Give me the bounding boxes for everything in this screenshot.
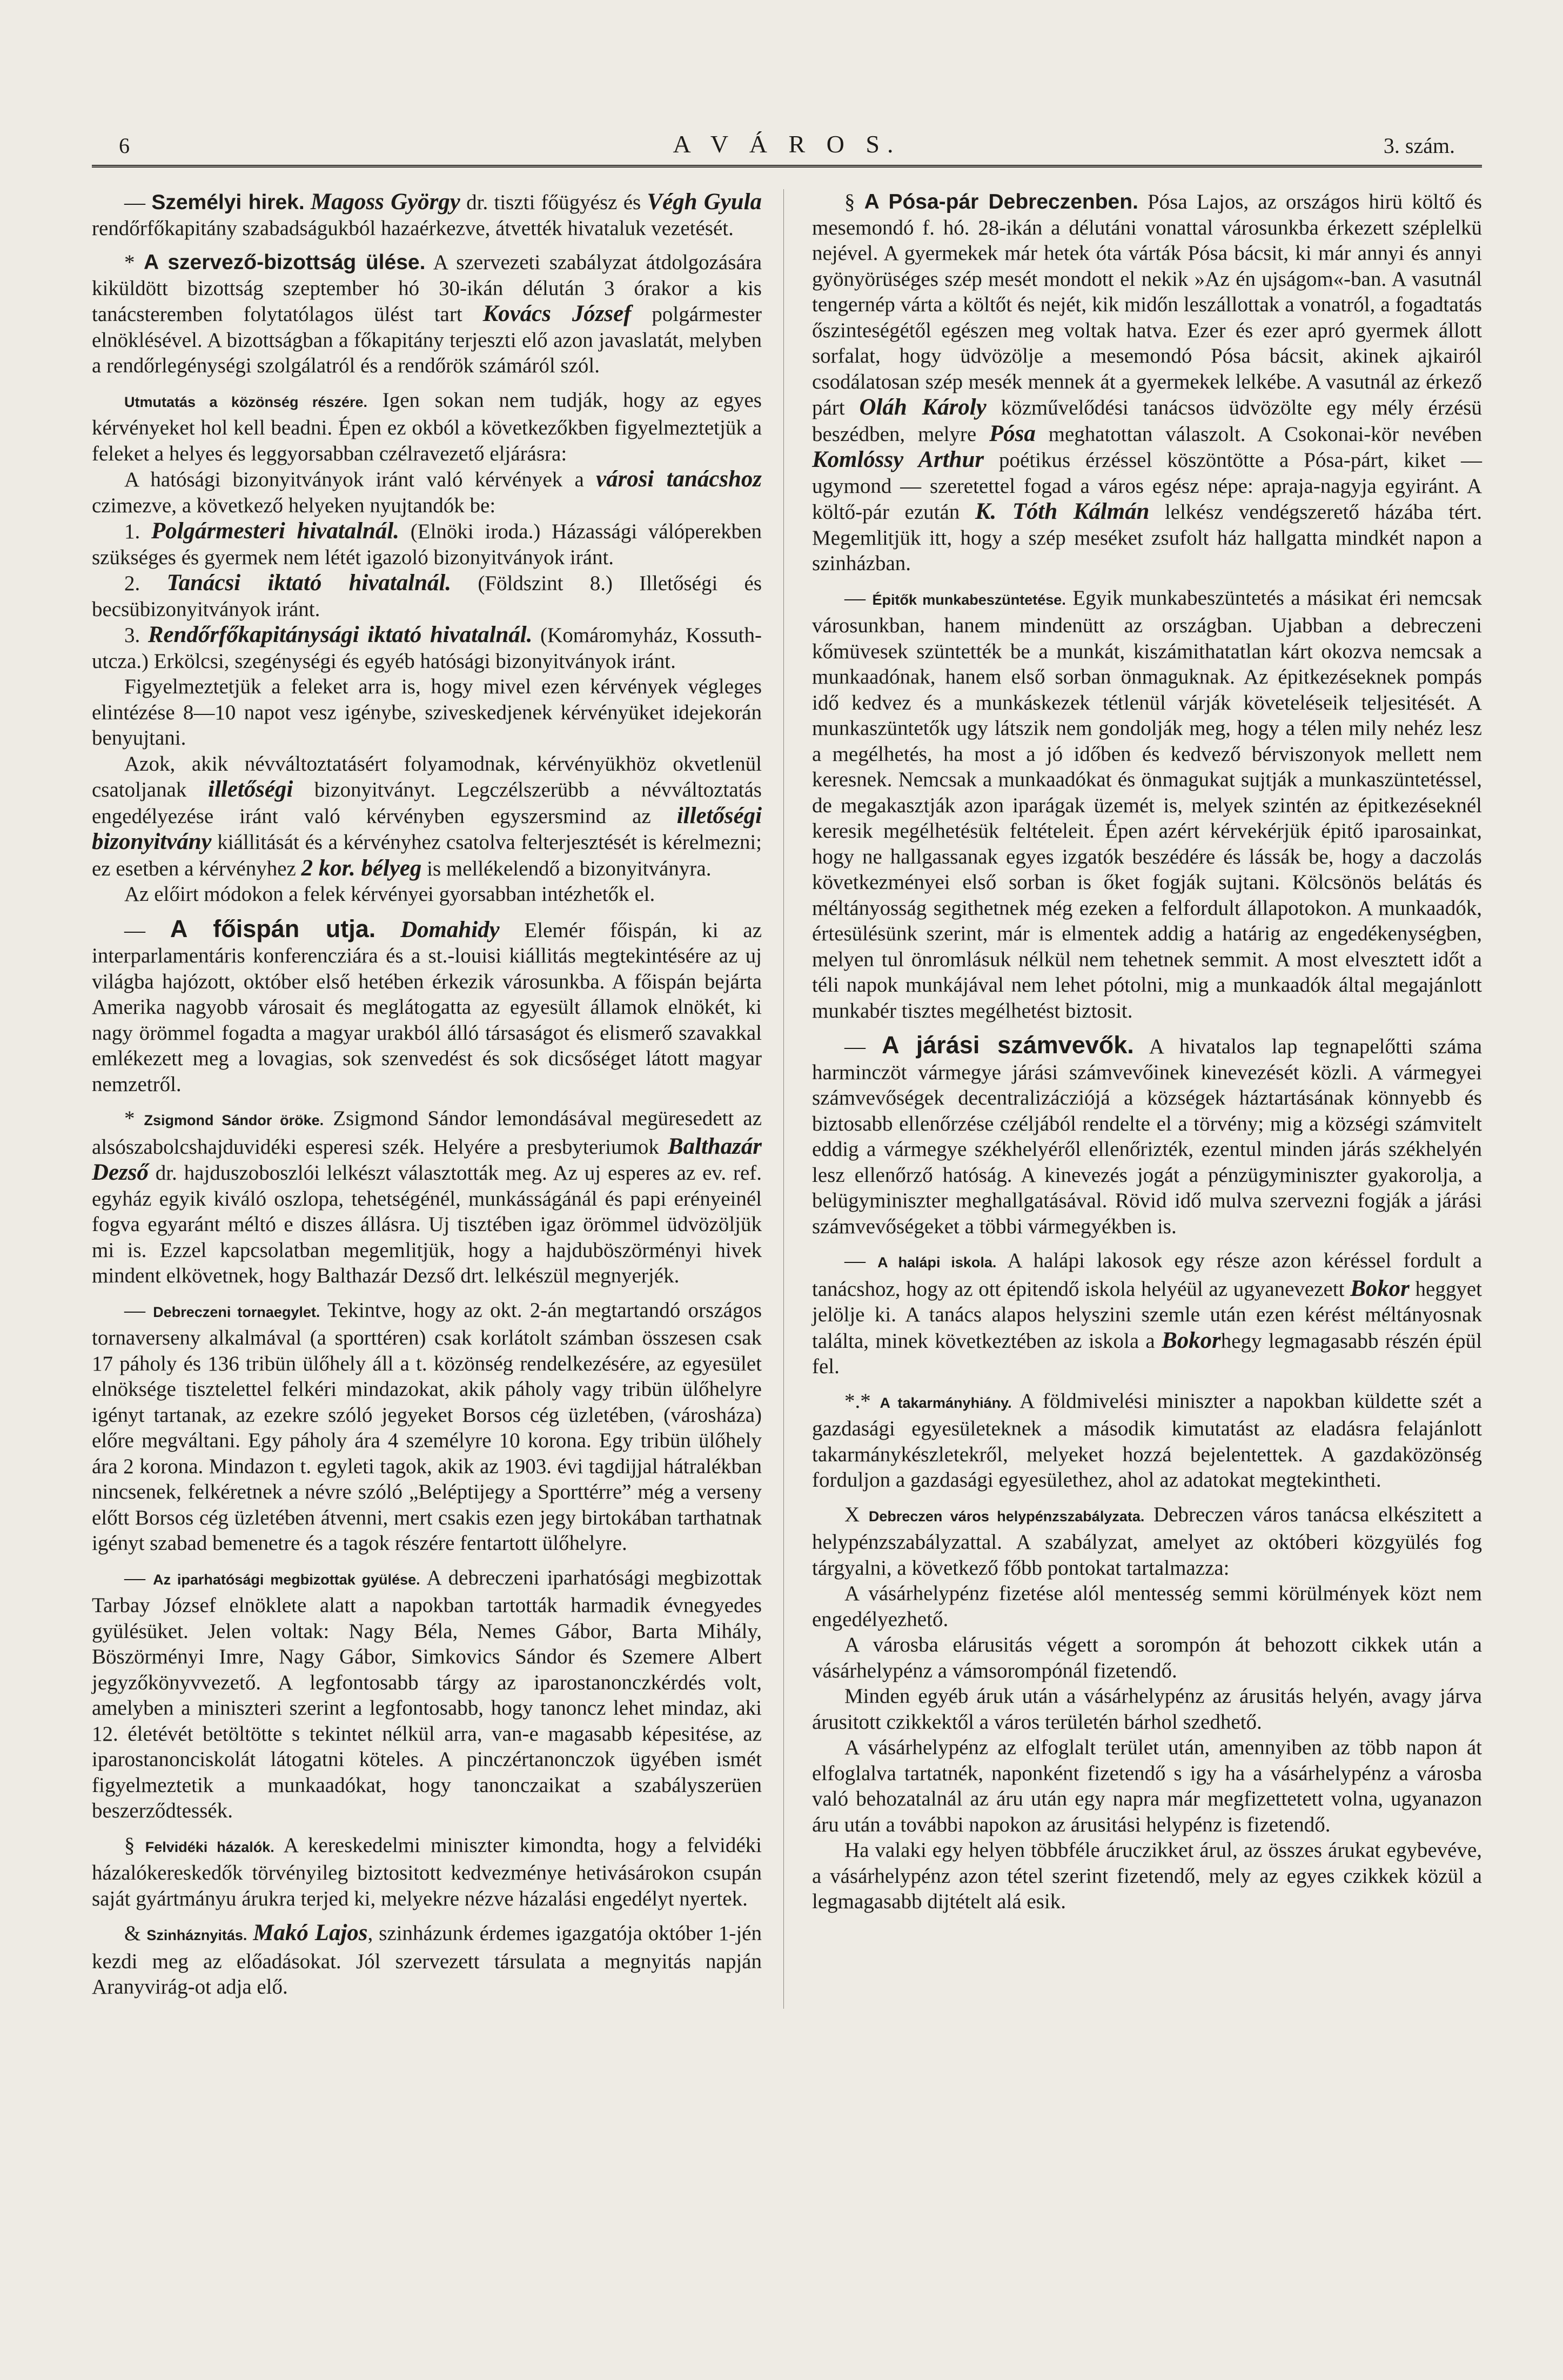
text-run: *.*	[844, 1389, 880, 1413]
text-run: Igen sokan nem tudják, hogy az egyes kérvényeket hol kell beadni. Épen ez okból a következőkben figyelmeztetjük a feleket a helyes és leggyorsabban czélravezető eljárásra:	[92, 388, 762, 465]
text-run: A kereskedelmi miniszter kimondta, hogy a felvidéki házalókereskedők törvényileg biztositott kedvezménye hetivásárokon csupán saját gyártmányu árukra terjed ki, melyekre nézve házalási engedélyt nyertek.	[92, 1833, 762, 1910]
article	[812, 1032, 1482, 1239]
emphasized-name: Tanácsi iktató hivatalnál.	[166, 570, 452, 596]
emphasized-name: Végh Gyula	[647, 189, 762, 215]
left-column	[92, 189, 784, 2009]
text-run: *	[124, 251, 144, 274]
newspaper-title: A V Á R O S.	[673, 130, 901, 158]
article-paragraph	[92, 1833, 762, 1912]
article	[92, 1298, 762, 1556]
text-run: poétikus érzéssel köszöntötte a Pósa-párt, kiket — ugymond — szeretettel fogad a város egész népe: apraja-nagyja egyiránt. A költő-pár ezután	[812, 449, 1482, 524]
text-run: dr. hajduszoboszlói lelkészt választották meg. Az uj esperes az ev. ref. egyház egyik kiváló oszlopa, tehetségénél, munkásságánál és papi erényeinél fogva egyaránt méltó e diszes állásra. Uj tisztében igaz örömmel üdvözöljük mi is. Ezzel kapcsolatban megemlitjük, hogy a hajduböszörményi hivek mindent elkövetnek, hogy Balthazár Dezső drt. lelkészül megnyerjék.	[92, 1161, 762, 1287]
article	[92, 189, 762, 241]
article-paragraph	[92, 518, 762, 570]
article-paragraph	[92, 1106, 762, 1289]
text-run: lelkész vendégszerető házába tért. Megemlitjük itt, hogy a szép meséket zsufolt ház hallgatta mindkét napon a szinházban.	[812, 500, 1482, 575]
text-run: Elemér főispán, ki az interparlamentáris konferencziára és a st.-louisi kiállitás megtekintésére az uj világba hajózott, október első hetében érkezik városunkba. A főispán bejárta Amerika nagyobb városait és meglátogatta az egyesült államok elnökét, ki nagy örömmel fogadta a magyar urakból álló társaságot és elismerő szavakkal emlékezett meg a lovagias, sok szenvedést és sok dicsőséget látott magyar nemzetről.	[92, 918, 762, 1096]
text-run: §	[124, 1833, 145, 1857]
article-paragraph	[812, 189, 1482, 577]
text-run: —	[124, 918, 170, 942]
emphasized-name: Makó Lajos	[253, 1920, 368, 1946]
emphasized-name: Domahidy	[400, 917, 500, 942]
article-paragraph	[812, 1683, 1482, 1735]
article	[812, 1388, 1482, 1493]
article-paragraph	[92, 622, 762, 674]
text-run: polgármester elnöklésével. A bizottságban a főkapitány terjeszti elő azon javaslatát, melyben a rendőrlegénységi szolgálatról és a rendőrök számáról szól.	[92, 303, 762, 377]
article-heading: Utmutatás a közönség részére.	[124, 393, 367, 410]
text-run: (Elnöki iroda.) Házassági válóperekben szükséges és gyermek nem létét igazoló bizonyitványok iránt.	[92, 520, 762, 569]
text-run: Ha valaki egy helyen többféle áruczikket árul, az összes árukat egybevéve, a vásárhelypénz azon tétel szerint fizetendő, mely az egyes czikkek közül a legmagasabb dijtételt alá esik.	[812, 1839, 1482, 1913]
text-run: A városba elárusitás végett a sorompón át behozott cikkek után a vásárhelypénz a vámsorompónál fizetendő.	[812, 1633, 1482, 1682]
article-heading: A halápi iskola.	[877, 1254, 997, 1271]
article	[812, 1248, 1482, 1380]
text-run: A debreczeni iparhatósági megbizottak Tarbay József elnöklete alatt a napokban tartották harmadik évnegyedes gyülésüket. Jelen voltak: Nagy Béla, Nemes Gábor, Barta Mihály, Böszörményi Imre, Nagy Gábor, Simkovics Sándor és Szemere Albert jegyzőkönyvvezető. A legfontosabb tárgy az iparostanonczkérdés volt, amelyben a miniszteri szerint a legfontosabb, hogy tanoncz lehet mindaz, aki 12. életévét betöltötte s tekintet nélkül arra, van-e magasabb képesitése, az iparostanonciskolát látogatni köteles. A pinczértanonczok ügyében ismét figyelmeztetik a munkaadókat, hogy tanonczaikat a szabályszerüen beszerződtessék.	[92, 1566, 762, 1822]
text-run: hegy legmagasabb részén épül fel.	[812, 1329, 1482, 1378]
text-run: kiállitását és a kérvényhez csatolva felterjesztését is kérelmezni; ez esetben a kérvényhez	[92, 831, 762, 880]
article	[812, 189, 1482, 577]
text-run	[247, 1922, 253, 1945]
article	[92, 1920, 762, 2000]
article-paragraph	[812, 1388, 1482, 1493]
article-paragraph	[812, 1502, 1482, 1581]
text-run: —	[124, 1566, 153, 1589]
text-run: —	[844, 1249, 878, 1272]
article-paragraph	[812, 1248, 1482, 1380]
text-run: Minden egyéb áruk után a vásárhelypénz az árusitás helyén, avagy járva árusitott czikkektől a város területén bárhol szedhető.	[812, 1684, 1482, 1734]
text-run: Egyik munkabeszüntetés a másikat éri nemcsak városunkban, hanem mindenütt az országban. Ujabban a debreczeni kőmüvesek szüntették be a munkát, kiszámithatatlan kárt okozva nemcsak a munkaadónak, hanem első sorban önmaguknak. Az épitkezéseknek pompás idő kedvez és a munkáskezek tétlenül várják követeléseik teljesitését. A munkaszüntetők ugy látszik nem gondolják meg, hogy a télen mily nehéz lesz a megélhetés, ha most a jó időben és kedvező bérviszonyok mellett nem keresnek. Nemcsak a munkaadókat és önmagukat sujtják a munkaszüntetéssel, de megakasztják azon iparágak üzemét is, melyek szintén az épitkezéseknél keresik megélhetésük feltételeit. Épen azért kérvekérjük épitő iparosainkat, hogy ne hallgassanak egyes izgatók beszédére és lássák be, hogy a daczolás következményei első sorban is őket fogják sujtani. Kölcsönös belátás és méltányosság segithetnek még ezeken a felfordult állapotokon. A munkaadók, értesülésünk szerint, már is elmentek addig a határig az engedékenységben, melyen tul önromlásuk nélkül nem tehetnek semmit. A most elvesztett időt a téli napok munkájával nem lehet pótolni, mig a munkaadók által megajánlott munkabér tisztes megélhetést biztosit.	[812, 586, 1482, 1022]
article-paragraph	[812, 1735, 1482, 1837]
text-run: , szinházunk érdemes igazgatója október 1-jén kezdi meg az előadásokat. Jól szervezett társulata a megnyitás napján Aranyvirág-ot adja elő.	[92, 1922, 762, 1998]
text-run: meghatottan válaszolt. A Csokonai-kör nevében	[1035, 422, 1482, 446]
text-run: A hivatalos lap tegnapelőtti száma harminczöt vármegye járási számvevőinek kinevezését közli. A vármegyei számvevőségek decentralizácziójá a községek háztartásának könnyebb és biztosabb ellenőrzése czéljából rendelte el a törvény; mig a községi számvitelt eddig a vármegye székhelyéről ellenőrizték, ezentul minden járás székhelyén lesz ellenőrző hatóság. A kinevezés jogát a pénzügyminiszter gyakorolja, a belügyminiszter meghallgatásával. Rövid idő mulva szervezni fogják a járási számvevőségeket a többi vármegyékben is.	[812, 1035, 1482, 1238]
issue-number: 3. szám.	[1383, 133, 1455, 158]
article	[92, 1106, 762, 1289]
text-run: A földmivelési miniszter a napokban küldette szét a gazdasági egyesületeknek a második kimutatást az eladásra felajánlott takarmánykészletekről, melyeket hozzá bejelentettek. A gazdaközönség forduljon a gazdasági egyesülethez, ahol az adatokat megtekintheti.	[812, 1389, 1482, 1492]
article-heading: Zsigmond Sándor öröke.	[144, 1112, 324, 1128]
article	[92, 250, 762, 379]
text-run: bizonyitványt. Legczélszerübb a névváltoztatás engedélyezése iránt való kérvényben egyszersmind az	[92, 778, 762, 828]
article-paragraph	[92, 250, 762, 379]
text-run: —	[844, 586, 873, 610]
article-paragraph	[812, 1032, 1482, 1239]
emphasized-name: Pósa	[989, 420, 1036, 446]
emphasized-name: Komlóssy Arthur	[812, 447, 984, 472]
article-heading: Felvidéki házalók.	[145, 1839, 274, 1855]
article	[92, 1565, 762, 1824]
emphasized-name: Balthazár Dezső	[92, 1133, 762, 1185]
emphasized-name: 2 kor. bélyeg	[301, 855, 422, 881]
text-run: Az előirt módokon a felek kérvényei gyorsabban intézhetők el.	[124, 883, 655, 906]
text-run: *	[124, 1107, 144, 1130]
text-run: Pósa Lajos, az országos hirü költő és mesemondó f. hó. 28-ikán a délutáni vonattal városunkba érkezett széplelkü nejével. A gyermekek már hetek óta várták Pósa bácsit, ki már annyi és annyi gyönyörüséges szép mesét mondott el nekik »Az én ujságom«-ban. A vasutnál tengernép várta a költőt és nejét, kik midőn leszállottak a vonatról, a fogadtatás őszinteségétől egészen meg voltak hatva. Ezer és ezer apró gyermek állott sorfalat, hogy üdvözölje a mesemondó Pósa bácsit, akinek ajkairól csodálatosan szép mesék mennek át a gyermekek lelkébe. A vasutnál az érkező párt	[812, 190, 1482, 419]
right-column	[812, 189, 1482, 2009]
article-paragraph	[812, 1581, 1482, 1632]
text-run: Debreczen város tanácsa elkészitett a helypénzszabályzattal. A szabályzat, amelyet az októberi közgyülés fog tárgyalni, a következő főbb pontokat tartalmazza:	[812, 1502, 1482, 1580]
article-paragraph	[812, 585, 1482, 1024]
text-run: rendőrfőkapitány szabadságukból hazaérkezve, átvették hivataluk vezetését.	[92, 216, 734, 240]
article-heading: Személyi hirek.	[151, 191, 305, 214]
text-run: X	[844, 1502, 869, 1526]
article-paragraph	[92, 751, 762, 882]
text-run: 2.	[124, 572, 167, 595]
emphasized-name: városi tanácshoz	[596, 466, 762, 492]
text-run: —	[844, 1035, 882, 1058]
emphasized-name: Bokor	[1350, 1275, 1410, 1301]
text-run: (Földszint 8.) Illetőségi és becsübizonyitványok iránt.	[92, 572, 762, 621]
article-paragraph	[92, 570, 762, 622]
article-paragraph	[812, 1837, 1482, 1915]
text-run: Tekintve, hogy az okt. 2-án megtartandó országos tornaverseny alkalmával (a sporttéren) csak korlátolt számban összesen csak 17 páholy és 136 tribün ülőhely áll a t. közönség rendelkezésére, az egyesület elnöksége tisztelettel felkéri mindazokat, akik páholy vagy tribün ülőhelyre igényt tartanak, az ezekre szóló jegyeket Borsos cég üzletében, (városháza) előre megváltani. Egy páholy ára 4 személyre 10 korona. Egy tribün ülőhely ára 2 korona. Mindazon t. egyleti tagok, akik az 1903. évi tagdijjal hátralékban nincsenek, felkéretnek a névre szóló „Beléptijegy a Sporttérre” még a verseny előtt Borsos cég üzletében átvenni, mert csakis ezen jegy birtokában tarthatnak igényt szabad bemenetre és a tagok részére fentartott ülőhelyre.	[92, 1298, 762, 1555]
text-run: dr. tiszti főügyész és	[460, 191, 647, 214]
emphasized-name: Oláh Károly	[859, 395, 987, 420]
article-heading: A szervező-bizottság ülése.	[144, 251, 426, 274]
article-paragraph	[92, 674, 762, 751]
emphasized-name: Kovács József	[482, 301, 632, 326]
text-run: A vásárhelypénz fizetése alól mentesség semmi körülmények közt nem engedélyezhető.	[812, 1582, 1482, 1631]
text-run: czimezve, a következő helyeken nyujtandók be:	[92, 493, 496, 517]
article-paragraph	[92, 1565, 762, 1824]
text-run: §	[844, 190, 864, 213]
text-run: heggyet jelölje ki. A tanács alapos helyszini szemle után ezen kérést méltányosnak találta, minek következtében az iskola a	[812, 1277, 1482, 1353]
text-run	[375, 919, 400, 942]
emphasized-name: Polgármesteri hivatalnál.	[151, 518, 399, 544]
article-heading: A járási számvevők.	[882, 1031, 1134, 1059]
article-paragraph	[92, 189, 762, 241]
article-paragraph	[92, 916, 762, 1098]
article-columns	[92, 189, 1482, 2009]
text-run: 3.	[124, 624, 148, 647]
emphasized-name: illetőségi	[208, 777, 293, 802]
page-number: 6	[119, 133, 130, 158]
text-run: —	[124, 1298, 153, 1322]
article-paragraph	[92, 387, 762, 467]
article-paragraph	[92, 1920, 762, 2000]
article-paragraph	[92, 1298, 762, 1556]
article-paragraph	[92, 881, 762, 907]
text-run: —	[124, 191, 152, 214]
emphasized-name: Magoss György	[311, 189, 460, 215]
text-run: közművelődési tanácsos üdvözölte egy mély érzésü beszédben, melyre	[812, 396, 1482, 446]
text-run: &	[124, 1922, 147, 1945]
text-run: A szervezeti szabályzat átdolgozására kiküldött bizottság szeptember hó 30-ikán délután 3 órakor a kis tanácsteremben folytatólagos ülést tart	[92, 251, 762, 326]
article-paragraph	[812, 1632, 1482, 1683]
text-run: Azok, akik névváltoztatásért folyamodnak, kérvényükhöz okvetlenül csatoljanak	[92, 752, 762, 801]
article	[812, 1502, 1482, 1915]
emphasized-name: K. Tóth Kálmán	[975, 499, 1150, 524]
article	[92, 387, 762, 907]
text-run: A vásárhelypénz az elfoglalt terület után, amennyiben az több napon át elfoglalva tartatnék, naponként fizetendő s igy ha a vásárhelypénz a városba való behozatalnál az áru után egy napra már megfizettetett volna, ugyanazon áru után a további napokon az árusitási helypénz is fizetendő.	[812, 1736, 1482, 1836]
text-run: A hatósági bizonyitványok iránt való kérvények a	[124, 468, 596, 491]
text-run: (Komáromyház, Kossuth-utcza.) Erkölcsi, szegénységi és egyéb hatósági bizonyitványok iránt.	[92, 624, 762, 673]
text-run: is mellékelendő a bizonyitványra.	[421, 857, 712, 880]
emphasized-name: Rendőrfőkapitánysági iktató hivatalnál.	[147, 622, 533, 647]
article-heading: A takarmányhiány.	[880, 1394, 1012, 1411]
text-run: 1.	[124, 520, 151, 543]
article	[92, 1833, 762, 1912]
article-heading: A Pósa-pár Debreczenben.	[864, 190, 1138, 213]
page-header	[92, 122, 1482, 168]
emphasized-name: illetőségi bizonyitvány	[92, 803, 762, 854]
article-paragraph	[92, 466, 762, 518]
text-run: Figyelmeztetjük a feleket arra is, hogy mivel ezen kérvények végleges elintézése 8—10 napot vesz igénybe, sziveskedjenek kérvényüket idejekorán benyujtani.	[92, 675, 762, 750]
text-run: Zsigmond Sándor lemondásával megüresedett az alsószabolcshajduvidéki esperesi szék. Helyére a presbyteriumok	[92, 1107, 762, 1159]
article-heading: Épitők munkabeszüntetése.	[872, 591, 1066, 608]
article-heading: Debreczen város helypénzszabályzata.	[868, 1508, 1145, 1525]
article-heading: Az iparhatósági megbizottak gyülése.	[153, 1571, 420, 1588]
article-heading: A főispán utja.	[170, 914, 376, 942]
text-run: A halápi lakosok egy része azon kéréssel fordult a tanácshoz, hogy az ott épitendő iskola helyéül az ugyanevezett	[812, 1249, 1482, 1301]
article	[92, 916, 762, 1098]
article	[812, 585, 1482, 1024]
article-heading: Szinháznyitás.	[146, 1927, 247, 1943]
article-heading: Debreczeni tornaegylet.	[153, 1303, 320, 1320]
emphasized-name: Bokor	[1162, 1327, 1221, 1353]
text-run	[305, 191, 311, 214]
